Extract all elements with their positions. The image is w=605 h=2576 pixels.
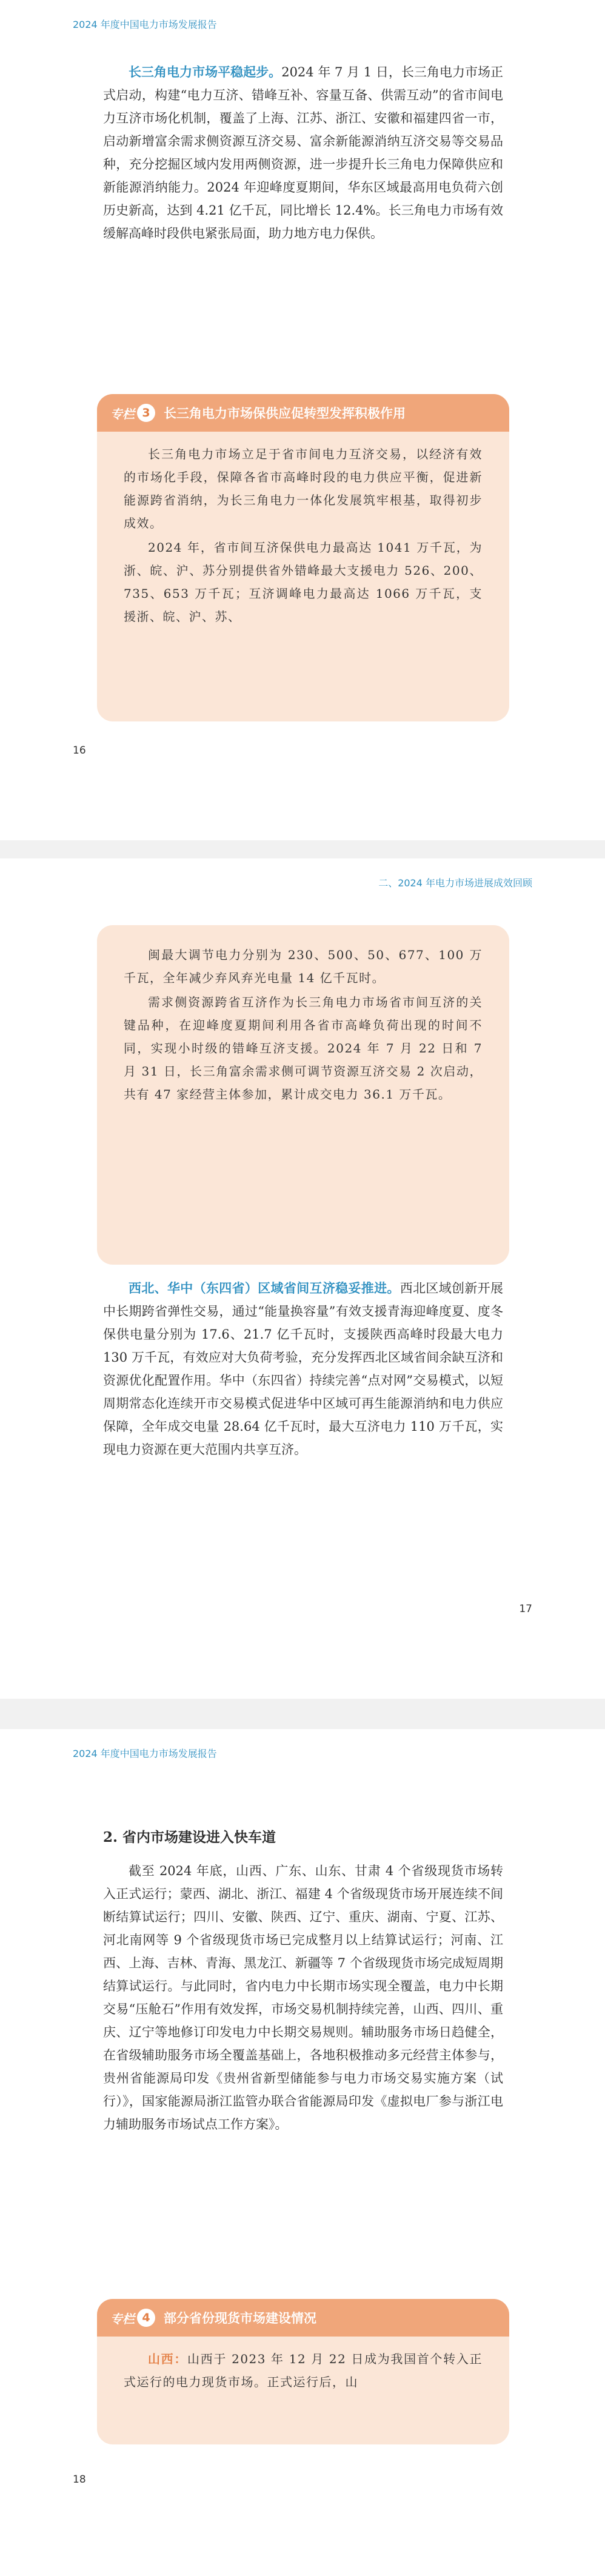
- paragraph-lead: 西北、华中（东四省）区域省间互济稳妥推进。: [129, 1280, 400, 1296]
- box-paragraph: 长三角电力市场立足于省市间电力互济交易，以经济有效的市场化手段，保障各省市高峰时段的电力供应平衡，促进新能源跨省消纳，为长三角电力一体化发展筑牢根基，取得初步成效。: [124, 447, 483, 530]
- box-body: [97, 925, 509, 1119]
- running-head: 二、2024 年电力市场进展成效回顾: [378, 877, 532, 889]
- province-label: 山西：: [148, 2352, 188, 2366]
- page-number: 17: [519, 1603, 532, 1615]
- box-tag: 专栏 3: [110, 404, 155, 422]
- box-title: 长三角电力市场保供应促转型发挥积极作用: [164, 406, 406, 421]
- box-number-badge: 3: [137, 404, 155, 422]
- page-17: [0, 858, 605, 1699]
- box-body: [97, 2337, 509, 2407]
- page-number: 18: [73, 2474, 86, 2486]
- paragraph-lead: 长三角电力市场平稳起步。: [129, 64, 282, 79]
- body-paragraph: [103, 61, 503, 245]
- paragraph-text: 2024 年 7 月 1 日，长三角电力市场正式启动，构建“电力互济、错峰互补、容量互备、供需互动”的省市间电力互济市场化机制，覆盖了上海、江苏、浙江、安徽和福建四省一市，启动新增富余需求侧资源互济交易、富余新能源消纳互济交易等交易品种，充分挖掘区域内发用两侧资源，进一步提升长三角电力保障供应和新能源消纳能力。2024 年迎峰度夏期间，华东区域最高用电负荷六创历史新高，达到 4.21 亿千瓦，同比增长 12.4%。长三角电力市场有效缓解高峰时段供电紧张局面，助力地方电力保供。: [103, 65, 504, 241]
- box-paragraph: 2024 年，省市间互济保供电力最高达 1041 万千瓦，为浙、皖、沪、苏分别提供省外错峰最大支援电力 526、200、735、653 万千瓦；互济调峰电力最高达 1066 万千瓦，支援浙、皖、沪、苏、: [124, 540, 483, 624]
- box-paragraph: 需求侧资源跨省互济作为长三角电力市场省市间互济的关键品种，在迎峰度夏期间利用各省市高峰负荷出现的时间不同，实现小时级的错峰互济支援。2024 年 7 月 22 日和 7 月 31 日，长三角富余需求侧可调节资源互济交易 2 次启动，共有 47 家经营主体参加，累计成交电力 36.1 万千瓦。: [124, 995, 483, 1102]
- body-paragraph: 截至 2024 年底，山西、广东、山东、甘肃 4 个省级现货市场转入正式运行；蒙西、湖北、浙江、福建 4 个省级现货市场开展连续不间断结算试运行；四川、安徽、陕西、辽宁、重庆、湖南、宁夏、江苏、河北南网等 9 个省级现货市场已完成整月以上结算试运行；河南、江西、上海、吉林、青海、黑龙江、新疆等 7 个省级现货市场完成短周期结算试运行。与此同时，省内电力中长期市场实现全覆盖，电力中长期交易“压舱石”作用有效发挥，市场交易机制持续完善，山西、四川、重庆、辽宁等地修订印发电力中长期交易规则。辅助服务市场日趋健全，在省级辅助服务市场全覆盖基础上，各地积极推动多元经营主体参与，贵州省能源局印发《贵州省新型储能参与电力市场交易实施方案（试行）》，国家能源局浙江监管办联合省能源局印发《虚拟电厂参与浙江电力辅助服务市场试点工作方案》。: [103, 1864, 503, 2132]
- sidebar-box-3-continued: [97, 925, 509, 1265]
- box-paragraph: [124, 2347, 483, 2394]
- page-18: [0, 1729, 605, 2576]
- page-number: 16: [73, 744, 86, 757]
- box-header: [97, 394, 509, 432]
- box-body: [97, 432, 509, 641]
- page-16: [0, 0, 605, 840]
- sidebar-box-4: [97, 2299, 509, 2444]
- running-head: 2024 年度中国电力市场发展报告: [73, 19, 217, 30]
- box-title: 部分省份现货市场建设情况: [164, 2311, 316, 2326]
- paragraph-text: 山西于 2023 年 12 月 22 日成为我国首个转入正式运行的电力现货市场。正式运行后，山: [124, 2352, 483, 2389]
- sidebar-box-3: [97, 394, 509, 721]
- box-number-badge: 4: [137, 2309, 155, 2327]
- body-paragraph: [103, 1277, 503, 1461]
- running-head: 2024 年度中国电力市场发展报告: [73, 1748, 217, 1759]
- box-tag: 专栏 4: [110, 2309, 155, 2327]
- paragraph-text: 西北区域创新开展中长期跨省弹性交易，通过“能量换容量”有效支援青海迎峰度夏、度冬保供电量分别为 17.6、21.7 亿千瓦时，支援陕西高峰时段最大电力 130 万千瓦，有效应对大负荷考验，充分发挥西北区域省间余缺互济和资源优化配置作用。华中（东四省）持续完善“点对网”交易模式，以短周期常态化连续开市交易模式促进华中区域可再生能源消纳和电力供应保障，全年成交电量 28.64 亿千瓦时，最大互济电力 110 万千瓦，实现电力资源在更大范围内共享互济。: [103, 1281, 503, 1457]
- section-heading: 2. 省内市场建设进入快车道: [103, 1829, 276, 1845]
- box-paragraph: 闽最大调节电力分别为 230、500、50、677、100 万千瓦，全年减少弃风弃光电量 14 亿千瓦时。: [124, 948, 483, 985]
- box-header: [97, 2299, 509, 2337]
